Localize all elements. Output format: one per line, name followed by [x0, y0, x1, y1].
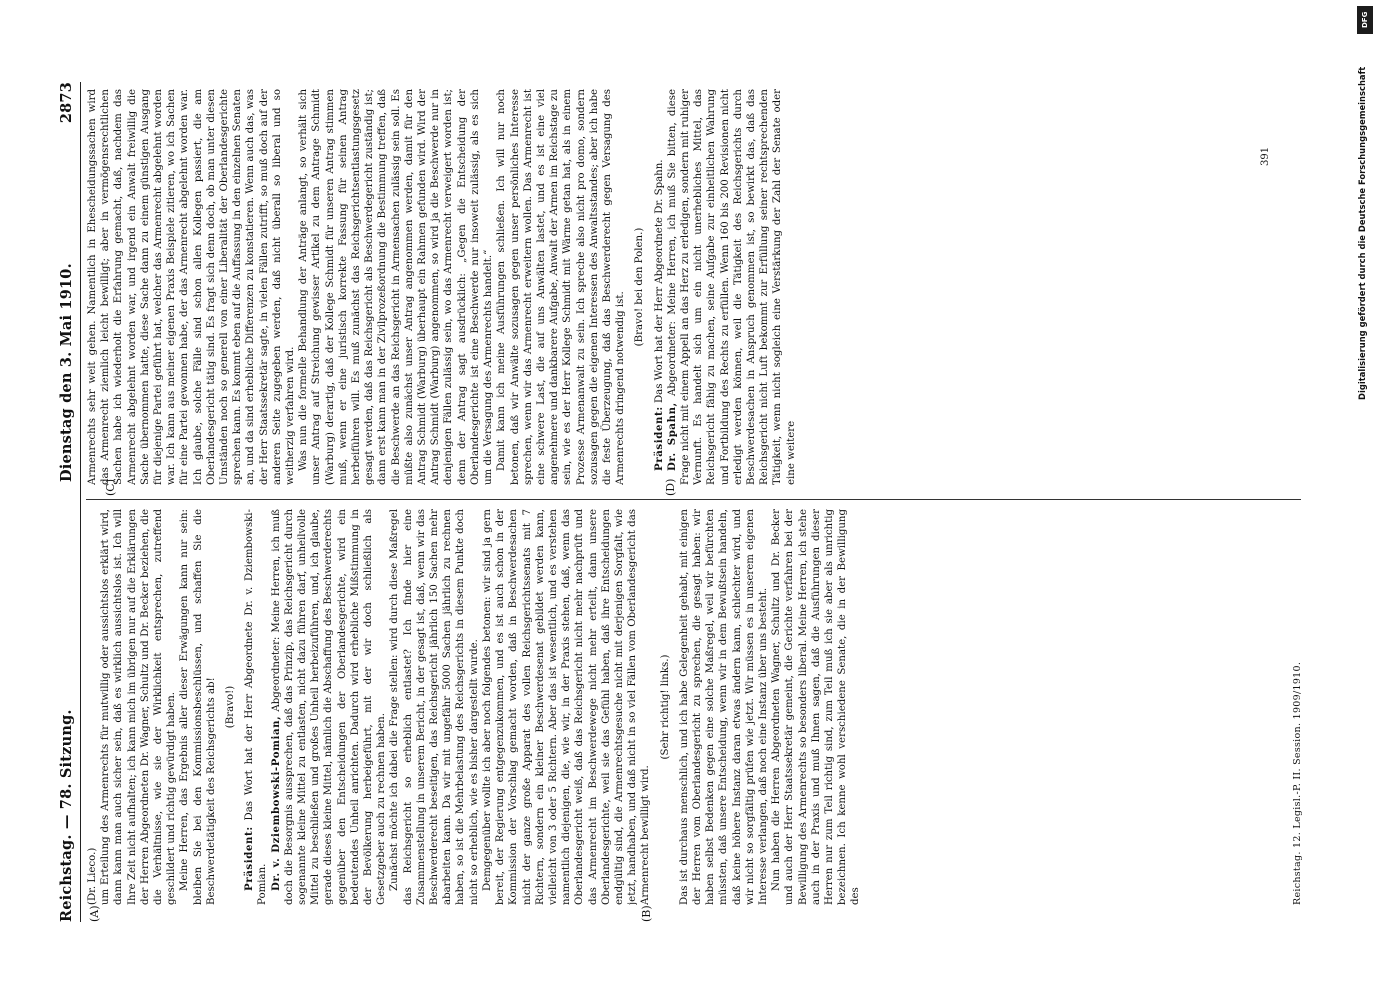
- interjection: (Bravo! bei den Polen.): [634, 227, 646, 347]
- margin-mark-b: (B): [640, 905, 653, 922]
- dfg-credit: [1357, 6, 1375, 996]
- margin-mark-d: (D): [664, 478, 677, 496]
- paragraph: Armenrechts sehr weit gehen. Namentlich in Ehescheidungssachen wird das Armenrecht ziemlich leicht bewilligt; aber in vermögensrechtlichen Sachen habe ich wiederholt die Erfahrung gemacht, daß, nachdem das Armenrecht abgelehnt worden war, und irgend ein Anwalt freiwillig die Sache übernommen hatte, diese Sache dann zu einem günstigen Ausgang für diejenige Partei geführt hat, welcher das Armenrecht abgelehnt worden war. Ich kann aus meiner eigenen Praxis Beispiele zitieren, wo ich Sachen für eine Partei gewonnen habe, der das Armenrecht abgelehnt worden war. Ich glaube, solche Fälle sind schon allen Kollegen passiert, die am Oberlandesgericht tätig sind. Es fragt sich denn doch, ob man unter diesen Umständen noch so generell von einer Liberalität der Oberlandesgerichte sprechen kann. Es kommt eben auf die Auffassung in den einzelnen Senaten an, und da sind erhebliche Differenzen zu konstatieren. Wenn auch das, was der Herr Staatssekretär sagte, in vielen Fällen zutrifft, so muß doch auf der anderen Seite zugegeben werden, daß nicht überall so liberal und so weitherzig verfahren wird.: [87, 89, 297, 485]
- speech-text: Das Wort hat der Herr Abgeordnete Dr. v. Dziembowski-Pomian.: [244, 509, 269, 905]
- speech-text: Abgeordneter: Meine Herren, ich muß Sie bitten, diese Frage nicht mit einem Appell an das Herz zu erledigen, sondern mit ruhiger Vernunft. Es handelt sich um ein nicht unerhebliches Mittel, das Reichsgericht fähig zu machen, seine Aufgabe zur einheitlichen Wahrung und Fortbildung des Rechts zu erfüllen. Wenn 160 bis 200 Revisionen nicht erledigt werden können, weil die Tätigkeit des Reichsgerichts durch Beschwerdesachen in Anspruch genommen ist, so bewirkt das, daß das Reichsgericht nicht Luft bekommt zur Erfüllung seiner rechtsprechenden Tätigkeit, wenn nicht sogleich eine Verstärkung der Zahl der Senate oder eine weitere: [666, 89, 797, 485]
- paragraph: Nun haben die Herren Abgeordneten Wagner, Schultz und Dr. Becker und auch der Herr Staatssekretär gemeint, die Gerichte verfahren bei der Bewilligung des Armenrechts so besonders liberal. Meine Herren, ich stehe auch in der Praxis und muß Ihnen sagen, daß die Ausführungen dieser Herren nur zum Teil richtig sind, zum Teil muß ich sie aber als unrichtig bezeichnen. Ich kenne wohl verschiedene Senate, die in der Bewilligung des: [771, 509, 862, 905]
- page-number: 2873: [58, 82, 75, 124]
- credit-text: Digitalisierung gefördert durch die Deutsche Forschungsgemeinschaft: [1357, 66, 1367, 400]
- speaker-paragraph: [666, 89, 798, 485]
- speech-text: Abgeordneter: Meine Herren, ich muß doch die Besorgnis aussprechen, daß das Prinzip, das Reichsgericht durch sogenannte kleine Mittel zu entlasten, nicht dazu führen darf, unheilvolle Mittel zu beschließen und großes Unheil herbeizuführen, und, ich glaube, gerade dieses kleine Mittel, nämlich die Abschaffung des Beschwerderechts gegenüber den Entscheidungen der Oberlandesgerichte, wird ein bedeutendes Unheil anrichten. Dadurch wird erhebliche Mißstimmung in der Bevölkerung herbeigeführt, mit der wir doch schließlich als Gesetzgeber auch zu rechnen haben.: [270, 509, 388, 905]
- paragraph: Demgegenüber wollte ich aber noch folgendes betonen: wir sind ja gern bereit, der Regierung entgegenzukommen, und es ist auch schon in der Kommission der Vorschlag gemacht worden, daß in Beschwerdesachen nicht der ganze große Apparat des vollen Reichsgerichtssenats mit 7 Richtern, sondern ein kleiner Beschwerdesenat gebildet werden kann, vielleicht von 3 oder 5 Richtern. Aber das ist wesentlich, und es verstehen namentlich diejenigen, die, wie wir, in der Praxis stehen, daß, wenn das Oberlandesgericht weiß, daß das Reichsgericht nicht mehr nachprüft und das Armenrecht im Beschwerdewege nicht mehr erteilt, dann unsere Oberlandesgerichte, weil sie das Gefühl haben, daß ihre Entscheidungen endgültig sind, die Armenrechtsgesuche nicht mit derjenigen Sorgfalt, wie jetzt, handhaben, und daß nicht in so viel Fällen vom Oberlandesgericht das Armenrecht bewilligt wird.: [481, 509, 652, 905]
- page-footer: Reichstag. 12. Legisl.-P. II. Session. 1909/1910.: [1292, 661, 1303, 905]
- speaker-paragraph: [653, 89, 666, 485]
- header-date: Dienstag den 3. Mai 1910.: [58, 263, 75, 482]
- speech-text: Das Wort hat der Herr Abgeordnete Dr. Spahn.: [653, 159, 665, 407]
- interjection: (Sehr richtig! links.): [659, 654, 671, 760]
- paragraph: (Dr. Lieco.): [87, 847, 98, 905]
- speaker-name: Präsident:: [652, 406, 665, 471]
- text-column-left: [86, 509, 1306, 905]
- interjection: (Bravo!): [225, 685, 237, 729]
- paragraph: Zunächst möchte ich dabei die Frage stellen: wird durch diese Maßregel das Reichsgericht so erheblich entlastet? Ich finde hier eine Zusammenstellung in unserem Bericht, in der gesagt ist, daß, wenn wir das Beschwerderecht beseitigen, das Reichsgericht jährlich 150 Sachen mehr abarbeiten kann. Da wir mit ungefähr 5000 Sachen jährlich zu rechnen haben, so ist die Mehrbelastung des Reichsgerichts in diesem Punkte doch nicht so erheblich, wie es bisher dargestellt wurde.: [389, 509, 480, 905]
- text-column-right: [86, 89, 1306, 485]
- paragraph: Damit kann ich meine Ausführungen schließen. Ich will nur noch betonen, daß wir Anwälte sozusagen gegen unser persönliches Interesse sprechen, wenn wir das Armenrecht erweitern wollen. Das Armenrecht ist eine schwere Last, die auf uns Anwälten lastet, und es ist eine viel angenehmere und dankbarere Aufgabe, Anwalt der Armen im Reichstage zu sein, wie es der Herr Kollege Schmidt mit Wärme getan hat, als in einem Prozesse Armenanwalt zu sein. Ich spreche also nicht pro domo, sondern sozusagen gegen die eigenen Interessen des Anwaltsstandes; aber ich habe die feste Überzeugung, daß das Beschwerderecht gegen Versagung des Armenrechts dringend notwendig ist.: [496, 89, 627, 485]
- column-divider: [86, 499, 1301, 500]
- header-left: Reichstag. — 78. Sitzung.: [58, 709, 75, 922]
- page-header: [58, 82, 80, 922]
- speaker-paragraph: [270, 509, 389, 905]
- folio-number: 391: [1260, 146, 1271, 166]
- paragraph: Meine Herren, das Ergebnis aller dieser Erwägungen kann nur sein: bleiben Sie bei den Kommissionsbeschlüssen, und schaffen Sie die Beschwerdetätigkeit des Reichsgerichts ab!: [179, 509, 217, 905]
- margin-mark-c: (C): [104, 479, 117, 496]
- header-rule: [80, 82, 81, 922]
- dfg-logo: DFG: [1357, 6, 1373, 34]
- paragraph: um Erteilung des Armenrechts für mutwillig oder aussichtslos erklärt wird, dann kann man auch sicher sein, daß es wirklich aussichtslos ist. Ich will Ihre Zeit nicht aufhalten; ich kann mich im übrigen nur auf die Erklärungen der Herren Abgeordneten Dr. Wagner, Schultz und Dr. Becker beziehen, die die Verhältnisse, wie sie der Wirklichkeit entsprechen, zutreffend geschildert und richtig gewürdigt haben.: [100, 509, 178, 905]
- speaker-name: Dr. v. Dziembowski-Pomian,: [269, 715, 282, 891]
- speaker-name: Präsident:: [243, 826, 256, 891]
- speaker-name: Dr. Spahn,: [665, 402, 678, 471]
- paragraph: Das ist durchaus menschlich, und ich habe Gelegenheit gehabt, mit einigen der Herren vom Oberlandesgericht zu sprechen, die gesagt haben: wir haben selbst Bedenken gegen eine solche Maßregel, weil wir befürchten müssten, daß unsere Entscheidung, wenn wir in dem Bewußtsein handeln, daß keine höhere Instanz daran etwas ändern kann, schlechter wird, und wir nicht so sorgfältig prüfen wie jetzt. Wir müssen es in unserem eigenen Interesse verlangen, daß noch eine Instanz über uns besteht.: [678, 509, 769, 905]
- paragraph: Was nun die formelle Behandlung der Anträge anlangt, so verhält sich unser Antrag auf Streichung gewisser Artikel zu dem Antrage Schmidt (Warburg) derartig, daß der Kollege Schmidt für unseren Antrag stimmen muß, wenn er eine juristisch korrekte Fassung für seinen Antrag herbeiführen will. Es muß zunächst das Reichsgerichtsentlastungsgesetz gesagt werden, daß das Reichsgericht als Beschwerdegericht zuständig ist; dann erst kann man in der Zivilprozeßordnung die Bestimmung treffen, daß die Beschwerde an das Reichsgericht in Armensachen zulässig sein soll. Es müßte also zunächst unser Antrag angenommen werden, damit für den Antrag Schmidt (Warburg) überhaupt ein Rahmen gefunden wird. Wird der Antrag Schmidt (Warburg) angenommen, so wird ja die Beschwerde nur in denjenigen Fällen zulässig sein, wo das Armenrecht verweigert worden ist; denn der Antrag sagt ausdrücklich: „Gegen die Entscheidung der Oberlandesgerichte ist eine Beschwerde nur insoweit zulässig, als es sich um die Versagung des Armenrechts handelt.“: [298, 89, 495, 485]
- speaker-paragraph: [243, 509, 269, 905]
- margin-mark-a: (A): [88, 905, 101, 922]
